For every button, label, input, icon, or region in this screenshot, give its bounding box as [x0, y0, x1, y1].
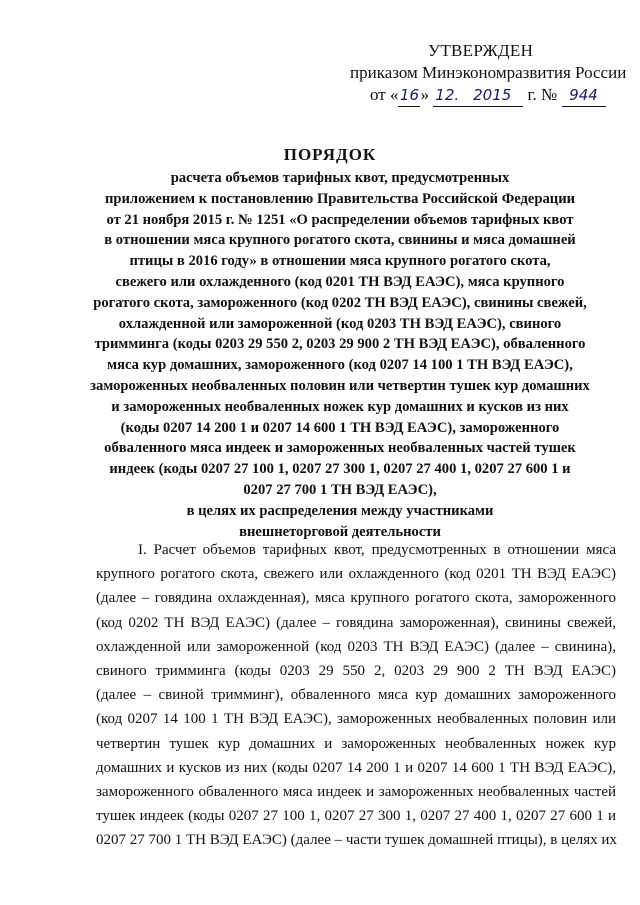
approval-order-line: приказом Минэкономразвития России	[350, 63, 627, 82]
body-line: охлажденной или замороженной (код 0203 ТН ВЭД ЕАЭС) (далее – свинина),	[96, 638, 616, 655]
subtitle-line: обваленного мяса индеек и замороженных необваленных частей тушек	[104, 440, 576, 457]
handwritten-month: 12.	[433, 84, 461, 107]
subtitle-line: замороженных необваленных половин или четвертин тушек кур домашних	[90, 377, 590, 394]
body-paragraph	[96, 538, 616, 853]
approval-stamp	[350, 40, 627, 107]
subtitle-line: мяса кур домашних, замороженного (код 0207 14 100 1 ТН ВЭД ЕАЭС),	[107, 357, 573, 374]
body-line: домашних и кусков из них (коды 0207 14 200 1 и 0207 14 600 1 ТН ВЭД ЕАЭС),	[96, 759, 616, 776]
subtitle-line: в целях их распределения между участниками	[186, 502, 494, 519]
body-line: четвертин тушек кур домашних и замороженных необваленных ножек кур	[96, 735, 616, 752]
body-line: (далее – говядина охлажденная), мяса крупного рогатого скота, замороженного	[96, 590, 616, 607]
subtitle-line: индеек (коды 0207 27 100 1, 0207 27 300 1, 0207 27 400 1, 0207 27 600 1 и	[109, 461, 571, 478]
document-subtitle	[88, 168, 592, 542]
body-line: крупного рогатого скота, свежего или охлажденного (код 0201 ТН ВЭД ЕАЭС)	[96, 566, 616, 583]
subtitle-line: и замороженных необваленных ножек кур домашних и кусков из них	[111, 398, 569, 415]
subtitle-line: рогатого скота, замороженного (код 0202 ТН ВЭД ЕАЭС), свинины свежей,	[93, 294, 587, 311]
subtitle-line: (коды 0207 14 200 1 и 0207 14 600 1 ТН ВЭД ЕАЭС), замороженного	[120, 419, 560, 436]
handwritten-day: 16	[398, 84, 420, 107]
body-line: 0207 27 700 1 ТН ВЭД ЕАЭС) (далее – части тушек домашней птицы), в целях их	[96, 832, 617, 849]
subtitle-line: от 21 ноября 2015 г. № 1251 «О распределении объемов тарифных квот	[106, 211, 574, 228]
date-mid: »	[420, 85, 429, 104]
body-line: (код 0202 ТН ВЭД ЕАЭС) (далее – говядина замороженная), свинины свежей,	[96, 614, 616, 631]
approval-heading: УТВЕРЖДЕН	[428, 41, 534, 60]
subtitle-line: свежего или охлажденного (код 0201 ТН ВЭД ЕАЭС), мяса крупного	[115, 273, 565, 290]
subtitle-line: расчета объемов тарифных квот, предусмотренных	[170, 170, 510, 186]
body-line: свиного тримминга (коды 0203 29 550 2, 0203 29 900 2 ТН ВЭД ЕАЭС)	[96, 663, 616, 680]
subtitle-line: птицы в 2016 году» в отношении мяса крупного рогатого скота,	[129, 253, 551, 270]
subtitle-line: тримминга (коды 0203 29 550 2, 0203 29 900 2 ТН ВЭД ЕАЭС), обваленного	[94, 336, 586, 353]
subtitle-line: охлажденной или замороженной (код 0203 ТН ВЭД ЕАЭС), свиного	[118, 315, 562, 332]
document-title: ПОРЯДОК	[283, 145, 377, 164]
body-line: тушек индеек (коды 0207 27 100 1, 0207 27 300 1, 0207 27 400 1, 0207 27 600 1 и	[96, 808, 616, 825]
subtitle-line: 0207 27 700 1 ТН ВЭД ЕАЭС),	[243, 481, 437, 498]
subtitle-line: в отношении мяса крупного рогатого скота, свинины и мяса домашней	[104, 232, 576, 249]
date-suffix: г. №	[527, 85, 558, 104]
body-line: I. Расчет объемов тарифных квот, предусмотренных в отношении мяса	[138, 542, 616, 558]
approval-date-line	[350, 84, 610, 107]
subtitle-line: приложением к постановлению Правительства Российской Федерации	[104, 190, 576, 207]
handwritten-year: 2015	[461, 84, 523, 107]
date-prefix: от «	[370, 85, 399, 104]
body-line: (далее – свиной тримминг), обваленного мяса кур домашних замороженного	[96, 687, 616, 704]
body-line: (код 0207 14 100 1 ТН ВЭД ЕАЭС), замороженных необваленных половин или	[96, 711, 616, 728]
body-line: замороженного обваленного мяса индеек и замороженных необваленных частей	[96, 784, 616, 801]
subtitle-line: внешнеторговой деятельности	[239, 523, 441, 540]
handwritten-order-number: 944	[562, 84, 606, 107]
